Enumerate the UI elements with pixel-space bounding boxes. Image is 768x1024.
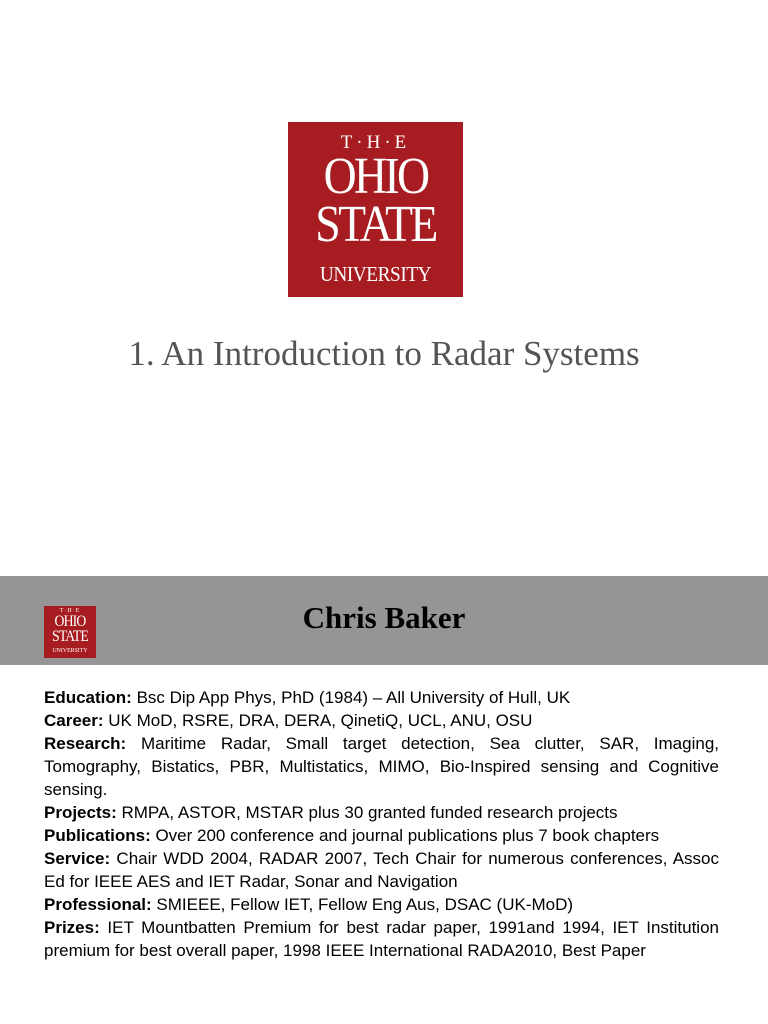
bio-projects [44,801,719,824]
slide-title: 1. An Introduction to Radar Systems [128,334,640,373]
bio-service [44,847,719,893]
bio-label: Service: [44,849,111,868]
bio-text: Bsc Dip App Phys, PhD (1984) – All University of Hull, UK [131,688,571,707]
logo-ohio-text: OHIO [323,148,428,205]
bio-text: SMIEEE, Fellow IET, Fellow Eng Aus, DSAC (UK-MoD) [151,895,574,914]
bio-professional [44,893,719,916]
bio-publications [44,824,719,847]
bio-label: Prizes: [44,918,100,937]
bio-label: Career: [44,711,104,730]
bio-section [44,686,719,962]
bio-text: Over 200 conference and journal publications plus 7 book chapters [150,826,660,845]
bio-career [44,709,719,732]
bio-text: IET Mountbatten Premium for best radar paper, 1991and 1994, IET Institution premium for best overall paper, 1998 IEEE International RADA2010, Best Paper [44,918,719,960]
ohio-state-logo [288,122,463,297]
logo-university-text: UNIVERSITY [319,262,432,286]
name-band [0,576,768,665]
bio-label: Publications: [44,826,151,845]
bio-text: UK MoD, RSRE, DRA, DERA, QinetiQ, UCL, ANU, OSU [103,711,533,730]
logo-the-text: T·H·E [340,132,411,153]
bio-research [44,732,719,801]
logo-state-text: STATE [315,196,436,253]
bio-text: RMPA, ASTOR, MSTAR plus 30 granted funded research projects [116,803,618,822]
logo-small-university-text: UNIVERSITY [52,647,88,654]
logo-small-state-text: STATE [52,628,88,645]
bio-text: Maritime Radar, Small target detection, Sea clutter, SAR, Imaging, Tomography, Bistatics, PBR, Multistatics, MIMO, Bio-Inspired sensing and Cognitive sensing. [44,734,719,799]
bio-education [44,686,719,709]
logo-small-ohio-text: OHIO [54,613,86,630]
bio-label: Professional: [44,895,152,914]
bio-label: Research: [44,734,127,753]
bio-text: Chair WDD 2004, RADAR 2007, Tech Chair for numerous conferences, Assoc Ed for IEEE AES and IET Radar, Sonar and Navigation [44,849,719,891]
bio-label: Education: [44,688,132,707]
bio-prizes [44,916,719,962]
logo-small-the-text: T·H·E [59,608,81,614]
bio-label: Projects: [44,803,117,822]
person-name: Chris Baker [302,600,466,635]
